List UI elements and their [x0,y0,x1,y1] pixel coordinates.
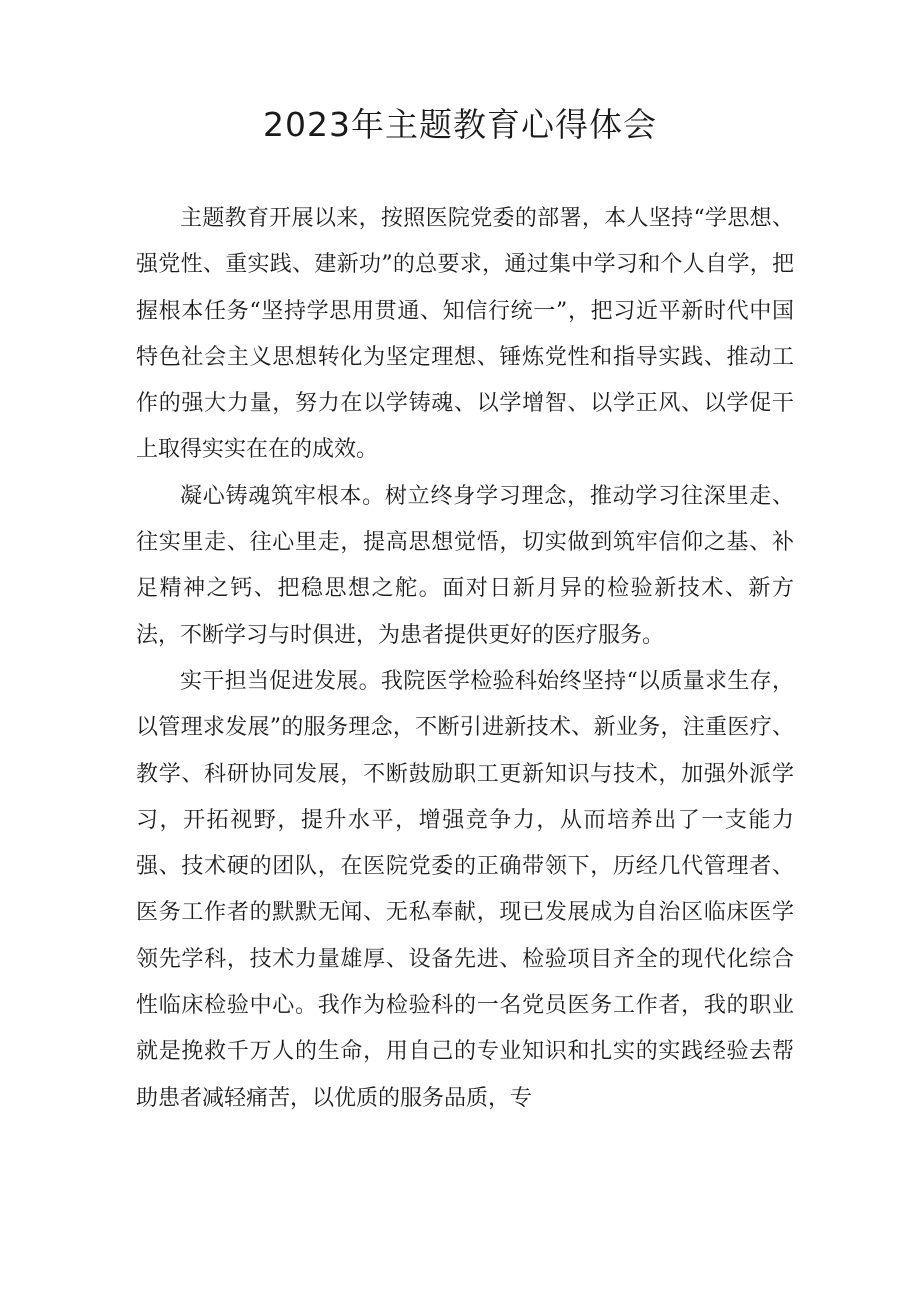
document-body [136,196,794,1122]
paragraph-foundation: 凝心铸魂筑牢根本。树立终身学习理念，推动学习往深里走、往实里走、往心里走，提高思想觉悟，切实做到筑牢信仰之基、补足精神之钙、把稳思想之舵。面对日新月异的检验新技术、新方法，不断学习与时俱进，为患者提供更好的医疗服务。 [136,483,794,648]
paragraph-development: 实干担当促进发展。我院医学检验科始终坚持“以质量求生存，以管理求发展”的服务理念，不断引进新技术、新业务，注重医疗、教学、科研协同发展，不断鼓励职工更新知识与技术，加强外派学习，开拓视野，提升水平，增强竞争力，从而培养出了一支能力强、技术硬的团队，在医院党委的正确带领下，历经几代管理者、医务工作者的默默无闻、无私奉献，现已发展成为自治区临床医学领先学科，技术力量雄厚、设备先进、检验项目齐全的现代化综合性临床检验中心。我作为检验科的一名党员医务工作者，我的职业就是挽救千万人的生命，用自己的专业知识和扎实的实践经验去帮助患者减轻痛苦，以优质的服务品质，专 [136,668,794,1111]
paragraph-intro: 主题教育开展以来，按照医院党委的部署，本人坚持“学思想、强党性、重实践、建新功”的总要求，通过集中学习和个人自学，把握根本任务“坚持学思用贯通、知信行统一”，把习近平新时代中国特色社会主义思想转化为坚定理想、锤炼党性和指导实践、推动工作的强大力量，努力在以学铸魂、以学增智、以学正风、以学促干上取得实实在在的成效。 [136,206,794,463]
document-title: 2023年主题教育心得体会 [263,105,657,144]
